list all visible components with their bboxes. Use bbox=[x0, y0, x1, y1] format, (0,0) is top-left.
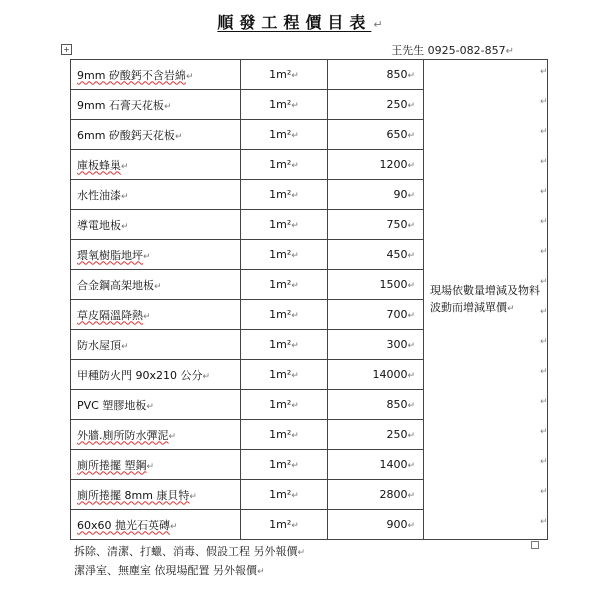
paragraph-mark-icon: ↵ bbox=[373, 18, 383, 31]
row-end-mark-icon: ↵ bbox=[540, 217, 548, 227]
item-cell[interactable] bbox=[71, 150, 241, 180]
cell-mark-icon: ↵ bbox=[407, 521, 415, 531]
unit-value: 1m² bbox=[269, 338, 292, 351]
item-name: 環氧樹脂地坪 bbox=[77, 248, 143, 262]
row-end-mark-icon: ↵ bbox=[540, 487, 548, 497]
cell-mark-icon: ↵ bbox=[407, 161, 415, 171]
item-cell[interactable] bbox=[71, 330, 241, 360]
price-cell[interactable] bbox=[328, 270, 424, 300]
item-cell[interactable] bbox=[71, 420, 241, 450]
unit-cell[interactable] bbox=[241, 300, 328, 330]
cell-mark-icon: ↵ bbox=[146, 461, 155, 472]
price-cell[interactable] bbox=[328, 360, 424, 390]
cell-mark-icon: ↵ bbox=[291, 191, 299, 201]
unit-value: 1m² bbox=[269, 488, 292, 501]
price-value: 1500 bbox=[379, 278, 408, 291]
price-cell[interactable] bbox=[328, 120, 424, 150]
cell-mark-icon: ↵ bbox=[407, 401, 415, 411]
paragraph-mark-icon: ↵ bbox=[505, 46, 514, 57]
footer-line-1 bbox=[74, 543, 305, 559]
unit-value: 1m² bbox=[269, 308, 292, 321]
cell-mark-icon: ↵ bbox=[407, 281, 415, 291]
cell-mark-icon: ↵ bbox=[407, 341, 415, 351]
cell-mark-icon: ↵ bbox=[185, 71, 194, 82]
table-row bbox=[71, 60, 548, 90]
unit-value: 1m² bbox=[269, 398, 292, 411]
cell-mark-icon: ↵ bbox=[407, 101, 415, 111]
price-value: 850 bbox=[386, 398, 408, 411]
unit-value: 1m² bbox=[269, 68, 292, 81]
unit-value: 1m² bbox=[269, 518, 292, 531]
row-end-mark-icon: ↵ bbox=[540, 97, 548, 107]
cell-mark-icon: ↵ bbox=[407, 311, 415, 321]
row-end-mark-icon: ↵ bbox=[540, 187, 548, 197]
item-name: 庫板蜂巢 bbox=[77, 158, 121, 172]
cell-mark-icon: ↵ bbox=[291, 401, 299, 411]
price-value: 1400 bbox=[379, 458, 408, 471]
price-value: 650 bbox=[386, 128, 408, 141]
cell-mark-icon: ↵ bbox=[174, 131, 183, 142]
row-end-mark-icon: ↵ bbox=[540, 67, 548, 77]
cell-mark-icon: ↵ bbox=[291, 101, 299, 111]
cell-mark-icon: ↵ bbox=[407, 371, 415, 381]
unit-cell[interactable] bbox=[241, 120, 328, 150]
unit-value: 1m² bbox=[269, 248, 292, 261]
item-cell[interactable] bbox=[71, 240, 241, 270]
price-value: 300 bbox=[386, 338, 408, 351]
cell-mark-icon: ↵ bbox=[291, 161, 299, 171]
item-name: 6mm 矽酸鈣天花板 bbox=[77, 128, 175, 142]
price-value: 1200 bbox=[379, 158, 408, 171]
unit-value: 1m² bbox=[269, 428, 292, 441]
unit-value: 1m² bbox=[269, 188, 292, 201]
unit-value: 1m² bbox=[269, 128, 292, 141]
cell-mark-icon: ↵ bbox=[407, 131, 415, 141]
cell-mark-icon: ↵ bbox=[407, 461, 415, 471]
price-cell[interactable] bbox=[328, 330, 424, 360]
price-cell[interactable] bbox=[328, 390, 424, 420]
item-cell[interactable] bbox=[71, 120, 241, 150]
cell-mark-icon: ↵ bbox=[291, 371, 299, 381]
unit-cell[interactable] bbox=[241, 150, 328, 180]
unit-value: 1m² bbox=[269, 98, 292, 111]
cell-mark-icon: ↵ bbox=[168, 431, 177, 442]
row-end-mark-icon: ↵ bbox=[540, 157, 548, 167]
document-title bbox=[0, 10, 600, 33]
unit-value: 1m² bbox=[269, 368, 292, 381]
footer-line-1-text: 拆除、清潔、打蠟、消毒、假設工程 另外報價 bbox=[74, 545, 298, 558]
unit-cell[interactable] bbox=[241, 330, 328, 360]
paragraph-mark-icon: ↵ bbox=[297, 548, 306, 558]
cell-mark-icon: ↵ bbox=[189, 491, 197, 502]
price-cell[interactable] bbox=[328, 210, 424, 240]
title-text: 順發工程價目表 bbox=[217, 13, 372, 32]
price-value: 700 bbox=[386, 308, 408, 321]
price-value: 250 bbox=[386, 98, 408, 111]
price-cell[interactable] bbox=[328, 150, 424, 180]
cell-mark-icon: ↵ bbox=[291, 311, 299, 321]
contact-text: 王先生 0925-082-857 bbox=[391, 44, 506, 57]
item-cell[interactable] bbox=[71, 180, 241, 210]
cell-mark-icon: ↵ bbox=[407, 491, 415, 501]
price-table-body bbox=[71, 60, 548, 540]
cell-mark-icon: ↵ bbox=[154, 281, 162, 292]
item-name: PVC 塑膠地板 bbox=[77, 398, 147, 412]
cell-mark-icon: ↵ bbox=[121, 221, 129, 232]
cell-mark-icon: ↵ bbox=[291, 251, 299, 261]
row-end-mark-icon: ↵ bbox=[540, 457, 548, 467]
price-value: 2800 bbox=[379, 488, 408, 501]
price-cell[interactable] bbox=[328, 300, 424, 330]
unit-cell[interactable] bbox=[241, 480, 328, 510]
cell-mark-icon: ↵ bbox=[407, 191, 415, 201]
price-value: 900 bbox=[386, 518, 408, 531]
price-cell[interactable] bbox=[328, 180, 424, 210]
price-value: 250 bbox=[386, 428, 408, 441]
item-cell[interactable] bbox=[71, 210, 241, 240]
unit-value: 1m² bbox=[269, 278, 292, 291]
price-value: 850 bbox=[386, 68, 408, 81]
cell-mark-icon: ↵ bbox=[121, 161, 129, 172]
item-cell[interactable] bbox=[71, 60, 241, 90]
unit-cell[interactable] bbox=[241, 270, 328, 300]
price-value: 750 bbox=[386, 218, 408, 231]
cell-mark-icon: ↵ bbox=[507, 303, 515, 314]
unit-cell[interactable] bbox=[241, 390, 328, 420]
item-cell[interactable] bbox=[71, 300, 241, 330]
cell-mark-icon: ↵ bbox=[170, 521, 178, 532]
price-cell[interactable] bbox=[328, 480, 424, 510]
remarks-cell[interactable] bbox=[424, 60, 548, 540]
unit-cell[interactable] bbox=[241, 450, 328, 480]
item-cell[interactable] bbox=[71, 510, 241, 540]
contact-line bbox=[391, 42, 514, 58]
unit-value: 1m² bbox=[269, 218, 292, 231]
row-end-mark-icon: ↵ bbox=[540, 247, 548, 257]
item-name: 廁所捲擺 塑鋼 bbox=[77, 458, 147, 472]
price-cell[interactable] bbox=[328, 450, 424, 480]
item-name: 60x60 拋光石英磚 bbox=[77, 518, 171, 532]
item-name: 合金鋼高架地板 bbox=[77, 278, 154, 292]
cell-mark-icon: ↵ bbox=[291, 71, 299, 81]
item-cell[interactable] bbox=[71, 270, 241, 300]
unit-cell[interactable] bbox=[241, 360, 328, 390]
unit-cell[interactable] bbox=[241, 90, 328, 120]
price-value: 450 bbox=[386, 248, 408, 261]
item-name: 9mm 矽酸鈣不含岩綿 bbox=[77, 68, 186, 82]
price-cell[interactable] bbox=[328, 420, 424, 450]
cell-mark-icon: ↵ bbox=[291, 461, 299, 471]
cell-mark-icon: ↵ bbox=[291, 491, 299, 501]
move-handle-icon[interactable]: + bbox=[61, 44, 72, 55]
price-value: 90 bbox=[393, 188, 408, 201]
item-cell[interactable] bbox=[71, 480, 241, 510]
row-end-mark-icon: ↵ bbox=[540, 307, 548, 317]
item-name: 導電地板 bbox=[77, 218, 121, 232]
footer-line-2 bbox=[74, 562, 265, 578]
cell-mark-icon: ↵ bbox=[291, 131, 299, 141]
cell-mark-icon: ↵ bbox=[291, 281, 299, 291]
row-end-mark-icon: ↵ bbox=[540, 337, 548, 347]
item-cell[interactable] bbox=[71, 360, 241, 390]
cell-mark-icon: ↵ bbox=[143, 251, 151, 262]
item-name: 外牆.廁所防水彈泥 bbox=[77, 428, 169, 442]
row-end-mark-icon: ↵ bbox=[540, 277, 548, 287]
unit-cell[interactable] bbox=[241, 180, 328, 210]
row-end-mark-icon: ↵ bbox=[540, 397, 548, 407]
remarks-text: 現場依數量增減及物料波動而增減單價 bbox=[430, 283, 540, 314]
item-cell[interactable] bbox=[71, 90, 241, 120]
unit-cell[interactable] bbox=[241, 210, 328, 240]
cell-mark-icon: ↵ bbox=[163, 101, 172, 112]
cell-mark-icon: ↵ bbox=[291, 431, 299, 441]
row-end-mark-icon: ↵ bbox=[540, 127, 548, 137]
unit-cell[interactable] bbox=[241, 420, 328, 450]
price-cell[interactable] bbox=[328, 240, 424, 270]
cell-mark-icon: ↵ bbox=[291, 521, 299, 531]
item-name: 甲種防火門 90x210 公分 bbox=[77, 368, 203, 382]
table-resize-handle-icon[interactable] bbox=[531, 541, 539, 549]
item-name: 水性油漆 bbox=[77, 188, 121, 202]
item-name: 9mm 石膏天花板 bbox=[77, 98, 164, 112]
paragraph-mark-icon: ↵ bbox=[257, 567, 265, 577]
cell-mark-icon: ↵ bbox=[143, 311, 151, 322]
item-cell[interactable] bbox=[71, 450, 241, 480]
cell-mark-icon: ↵ bbox=[291, 341, 299, 351]
cell-mark-icon: ↵ bbox=[121, 341, 129, 352]
item-name: 廁所捲擺 8mm 康貝特 bbox=[77, 488, 190, 502]
cell-mark-icon: ↵ bbox=[407, 71, 415, 81]
price-value: 14000 bbox=[372, 368, 408, 381]
unit-cell[interactable] bbox=[241, 240, 328, 270]
unit-value: 1m² bbox=[269, 458, 292, 471]
price-table bbox=[70, 59, 548, 540]
price-cell[interactable] bbox=[328, 90, 424, 120]
cell-mark-icon: ↵ bbox=[407, 221, 415, 231]
unit-cell[interactable] bbox=[241, 510, 328, 540]
cell-mark-icon: ↵ bbox=[291, 221, 299, 231]
cell-mark-icon: ↵ bbox=[407, 431, 415, 441]
cell-mark-icon: ↵ bbox=[407, 251, 415, 261]
footer-line-2-text: 潔淨室、無塵室 依現場配置 另外報價 bbox=[74, 564, 257, 577]
price-cell[interactable] bbox=[328, 510, 424, 540]
cell-mark-icon: ↵ bbox=[121, 191, 129, 202]
item-name: 防水屋頂 bbox=[77, 338, 121, 352]
cell-mark-icon: ↵ bbox=[146, 401, 154, 412]
row-end-mark-icon: ↵ bbox=[540, 427, 548, 437]
item-cell[interactable] bbox=[71, 390, 241, 420]
price-cell[interactable] bbox=[328, 60, 424, 90]
unit-cell[interactable] bbox=[241, 60, 328, 90]
row-end-mark-icon: ↵ bbox=[540, 367, 548, 377]
unit-value: 1m² bbox=[269, 158, 292, 171]
item-name: 草皮隔溫降熱 bbox=[77, 308, 143, 322]
cell-mark-icon: ↵ bbox=[202, 371, 211, 382]
row-end-mark-icon: ↵ bbox=[540, 517, 548, 527]
